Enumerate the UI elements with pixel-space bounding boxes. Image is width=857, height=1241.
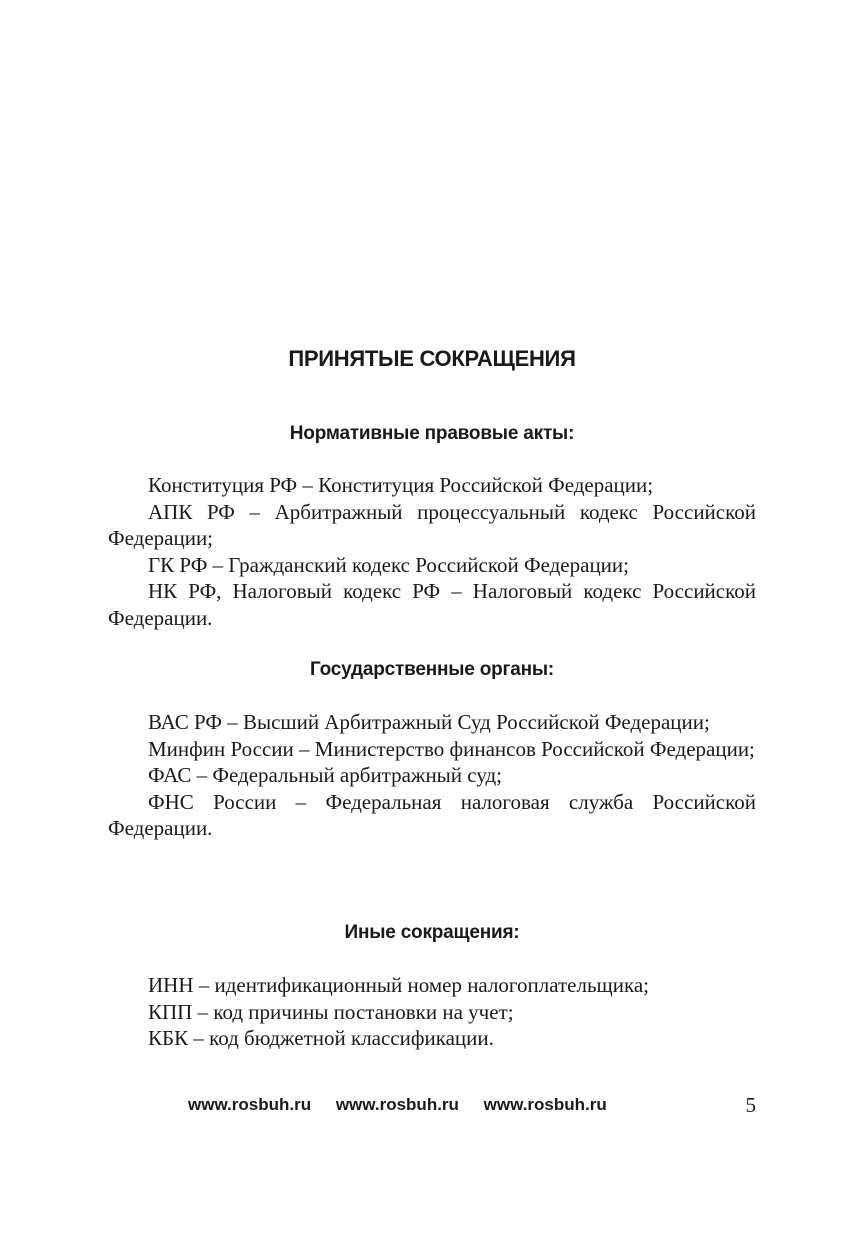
- list-item: Конституция РФ – Конституция Российской Федерации;: [148, 473, 654, 497]
- footer-link[interactable]: www.rosbuh.ru: [483, 1095, 607, 1114]
- section-list-other-abbreviations: [108, 972, 756, 1052]
- list-item: КПП – код причины постановки на учет;: [148, 999, 514, 1024]
- section-list-state-bodies: [108, 709, 756, 842]
- page-title: ПРИНЯТЫЕ СОКРАЩЕНИЯ: [288, 346, 576, 371]
- section-heading-normative-acts: Нормативные правовые акты:: [289, 423, 575, 444]
- list-item: КБК – код бюджетной классификации.: [148, 1026, 494, 1050]
- page-footer: [108, 1092, 756, 1118]
- footer-links: [188, 1092, 627, 1118]
- page-number: 5: [745, 1093, 756, 1117]
- section-heading-state-bodies: Государственные органы:: [309, 659, 555, 680]
- list-item: ФАС – Федеральный арбитражный суд;: [148, 763, 503, 787]
- list-item: АПК РФ – Арбитражный процессуальный кодекс Российской Федерации;: [108, 499, 756, 550]
- list-item: НК РФ, Налоговый кодекс РФ – Налоговый кодекс Российской Федерации.: [108, 579, 756, 630]
- footer-link[interactable]: www.rosbuh.ru: [335, 1095, 459, 1114]
- section-heading-other-abbreviations: Иные сокращения:: [344, 922, 520, 943]
- list-item: ИНН – идентификационный номер налогоплательщика;: [148, 973, 650, 997]
- list-item: Минфин России – Министерство финансов Российской Федерации;: [148, 736, 755, 761]
- footer-link[interactable]: www.rosbuh.ru: [188, 1095, 312, 1114]
- list-item: ГК РФ – Гражданский кодекс Российской Федерации;: [148, 552, 629, 577]
- section-list-normative-acts: [108, 472, 756, 631]
- list-item: ВАС РФ – Высший Арбитражный Суд Российской Федерации;: [148, 710, 710, 734]
- list-item: ФНС России – Федеральная налоговая служба Российской Федерации.: [108, 789, 756, 840]
